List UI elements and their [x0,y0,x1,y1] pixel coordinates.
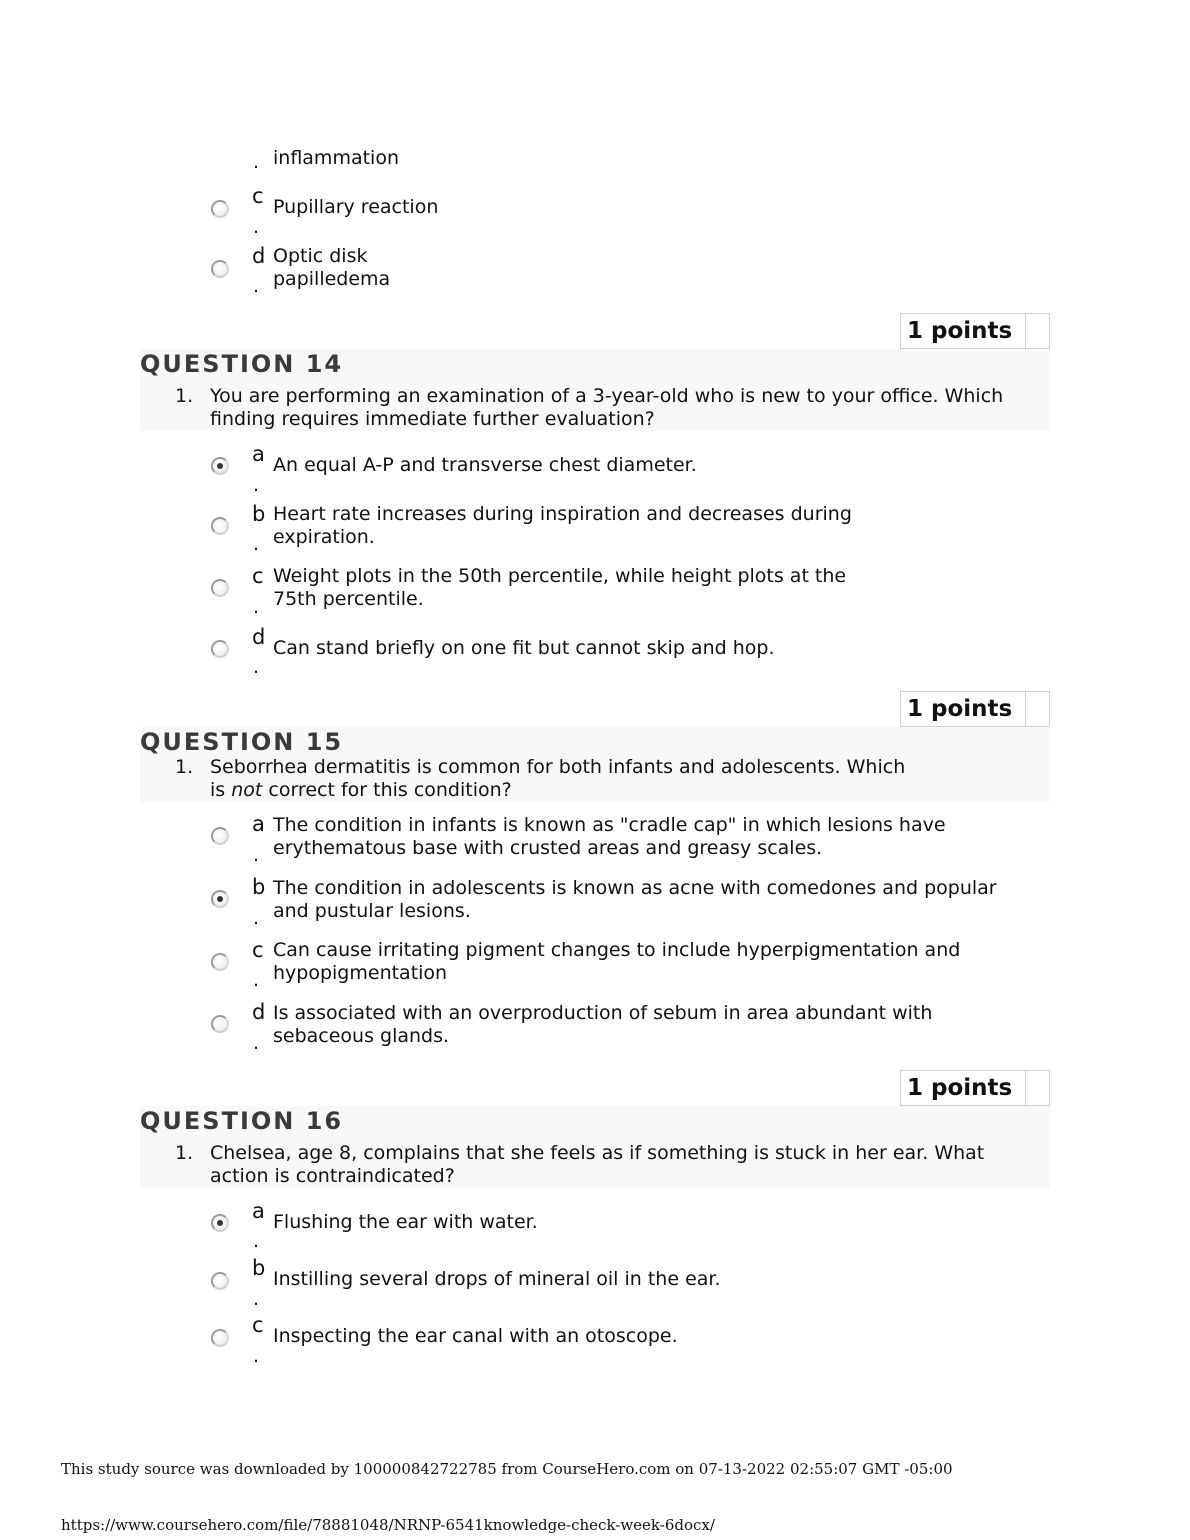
radio-button[interactable] [211,200,229,218]
question-text [210,1142,1040,1188]
question-text-line: action is contraindicated? [210,1165,455,1187]
question-number: 1. [175,756,194,778]
option-text-line: papilledema [273,268,391,290]
points-label: 1 points [900,691,1026,727]
radio-button-selected[interactable] [211,457,229,475]
question-text-line: You are performing an examination of a 3-year-old who is new to your office. Which [210,385,1004,407]
option-text-line: Optic disk [273,245,368,267]
option-text-line: expiration. [273,526,375,548]
radio-button[interactable] [211,827,229,845]
option-text-line: hypopigmentation [273,962,448,984]
option-letter: c [252,938,264,962]
option-text: An equal A-P and transverse chest diameter. [273,454,697,476]
option-dot: . [253,533,260,555]
option-letter: b [252,1256,266,1280]
question-text-part: is [210,779,232,801]
points-box [1025,1070,1050,1106]
option-letter: d [252,625,266,649]
option-text: Pupillary reaction [273,196,439,218]
option-dot: . [253,969,260,991]
option-letter: c [252,184,264,208]
question-text-line: Chelsea, age 8, complains that she feels as if something is stuck in her ear. What [210,1142,985,1164]
option-dot: . [253,474,260,496]
option-letter: b [252,875,266,899]
option-dot: . [253,1288,260,1310]
question-number: 1. [175,385,194,407]
option-dot: . [253,1345,260,1367]
option-dot: . [253,907,260,929]
option-dot: . [253,151,260,173]
option-text: Can stand briefly on one fit but cannot skip and hop. [273,637,775,659]
radio-button[interactable] [211,579,229,597]
download-notice: This study source was downloaded by 100000842722785 from CourseHero.com on 07-13-2022 02:55:07 GMT -05:00 [61,1460,953,1478]
question-text [210,756,1040,802]
points-label: 1 points [900,313,1026,349]
radio-button[interactable] [211,1329,229,1347]
points-box [1025,313,1050,349]
option-text-line: 75th percentile. [273,588,424,610]
option-text [273,939,1033,985]
points-box [1025,691,1050,727]
question-text-line: Seborrhea dermatitis is common for both infants and adolescents. Which [210,756,906,778]
radio-button[interactable] [211,260,229,278]
option-text [273,503,1033,549]
option-text [273,814,1033,860]
option-text-line: Is associated with an overproduction of sebum in area abundant with [273,1002,933,1024]
radio-button[interactable] [211,953,229,971]
question-text-emphasis: not [231,779,263,801]
option-text-line: and pustular lesions. [273,900,471,922]
question-title: QUESTION 14 [140,350,344,378]
option-letter: a [252,812,265,836]
radio-button-selected[interactable] [211,1214,229,1232]
question-text-line: finding requires immediate further evaluation? [210,408,655,430]
option-dot: . [253,275,260,297]
option-text [273,877,1033,923]
option-text-line: Weight plots in the 50th percentile, while height plots at the [273,565,847,587]
source-url[interactable]: https://www.coursehero.com/file/78881048/NRNP-6541knowledge-check-week-6docx/ [61,1516,715,1534]
option-letter: a [252,1199,265,1223]
option-letter: b [252,502,266,526]
radio-button[interactable] [211,517,229,535]
option-text [273,565,1033,611]
option-text [273,1002,1033,1048]
option-dot: . [253,1230,260,1252]
option-dot: . [253,216,260,238]
option-text: Inspecting the ear canal with an otoscope. [273,1325,678,1347]
option-text [273,245,1033,291]
option-letter: c [252,564,264,588]
radio-button[interactable] [211,1015,229,1033]
option-text-line: erythematous base with crusted areas and greasy scales. [273,837,823,859]
option-dot: . [253,1032,260,1054]
option-letter: c [252,1313,264,1337]
option-text: inflammation [273,147,399,169]
question-number: 1. [175,1142,194,1164]
question-text-part: correct for this condition? [262,779,512,801]
option-dot: . [253,596,260,618]
option-text-line: Can cause irritating pigment changes to include hyperpigmentation and [273,939,961,961]
radio-button-selected[interactable] [211,890,229,908]
option-letter: d [252,244,266,268]
question-title: QUESTION 15 [140,728,344,756]
option-text-line: The condition in adolescents is known as acne with comedones and popular [273,877,997,899]
option-text-line: sebaceous glands. [273,1025,450,1047]
radio-button[interactable] [211,640,229,658]
radio-button[interactable] [211,1272,229,1290]
option-dot: . [253,844,260,866]
option-text: Instilling several drops of mineral oil in the ear. [273,1268,721,1290]
option-text-line: Heart rate increases during inspiration and decreases during [273,503,852,525]
option-text-line: The condition in infants is known as "cradle cap" in which lesions have [273,814,946,836]
option-text: Flushing the ear with water. [273,1211,538,1233]
question-text [210,385,1040,431]
question-title: QUESTION 16 [140,1107,344,1135]
points-label: 1 points [900,1070,1026,1106]
option-dot: . [253,656,260,678]
option-letter: d [252,1000,266,1024]
option-letter: a [252,442,265,466]
